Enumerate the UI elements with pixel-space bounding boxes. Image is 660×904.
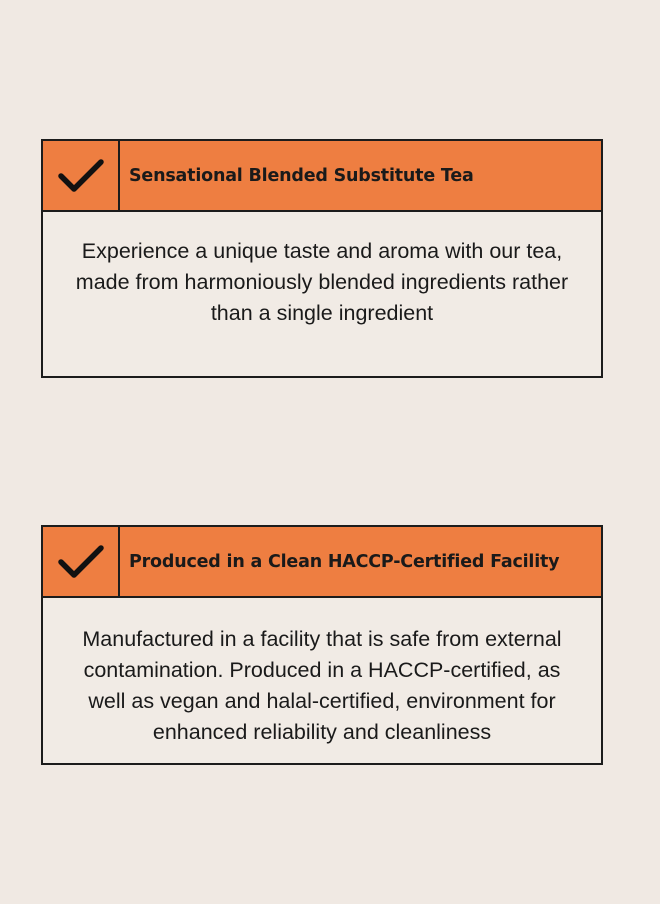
check-cell: [43, 527, 120, 596]
feature-description: Manufactured in a facility that is safe from external contamination. Produced in a HACCP-certified, as well as vegan and halal-certified, environment for enhanced reliability and cleanliness: [82, 627, 562, 744]
feature-description-container: [43, 212, 601, 329]
feature-card-blended-tea: [41, 139, 603, 378]
feature-title: Sensational Blended Substitute Tea: [129, 165, 474, 186]
feature-description-container: [43, 598, 601, 748]
checkmark-icon: [57, 156, 105, 196]
check-cell: [43, 141, 120, 210]
feature-description: Experience a unique taste and aroma with our tea, made from harmoniously blended ingredients rather than a single ingredient: [75, 239, 569, 325]
feature-card-haccp-facility: [41, 525, 603, 765]
feature-card-header: [43, 141, 601, 212]
checkmark-icon: [57, 542, 105, 582]
feature-card-header: [43, 527, 601, 598]
feature-title: Produced in a Clean HACCP-Certified Facility: [129, 551, 560, 572]
